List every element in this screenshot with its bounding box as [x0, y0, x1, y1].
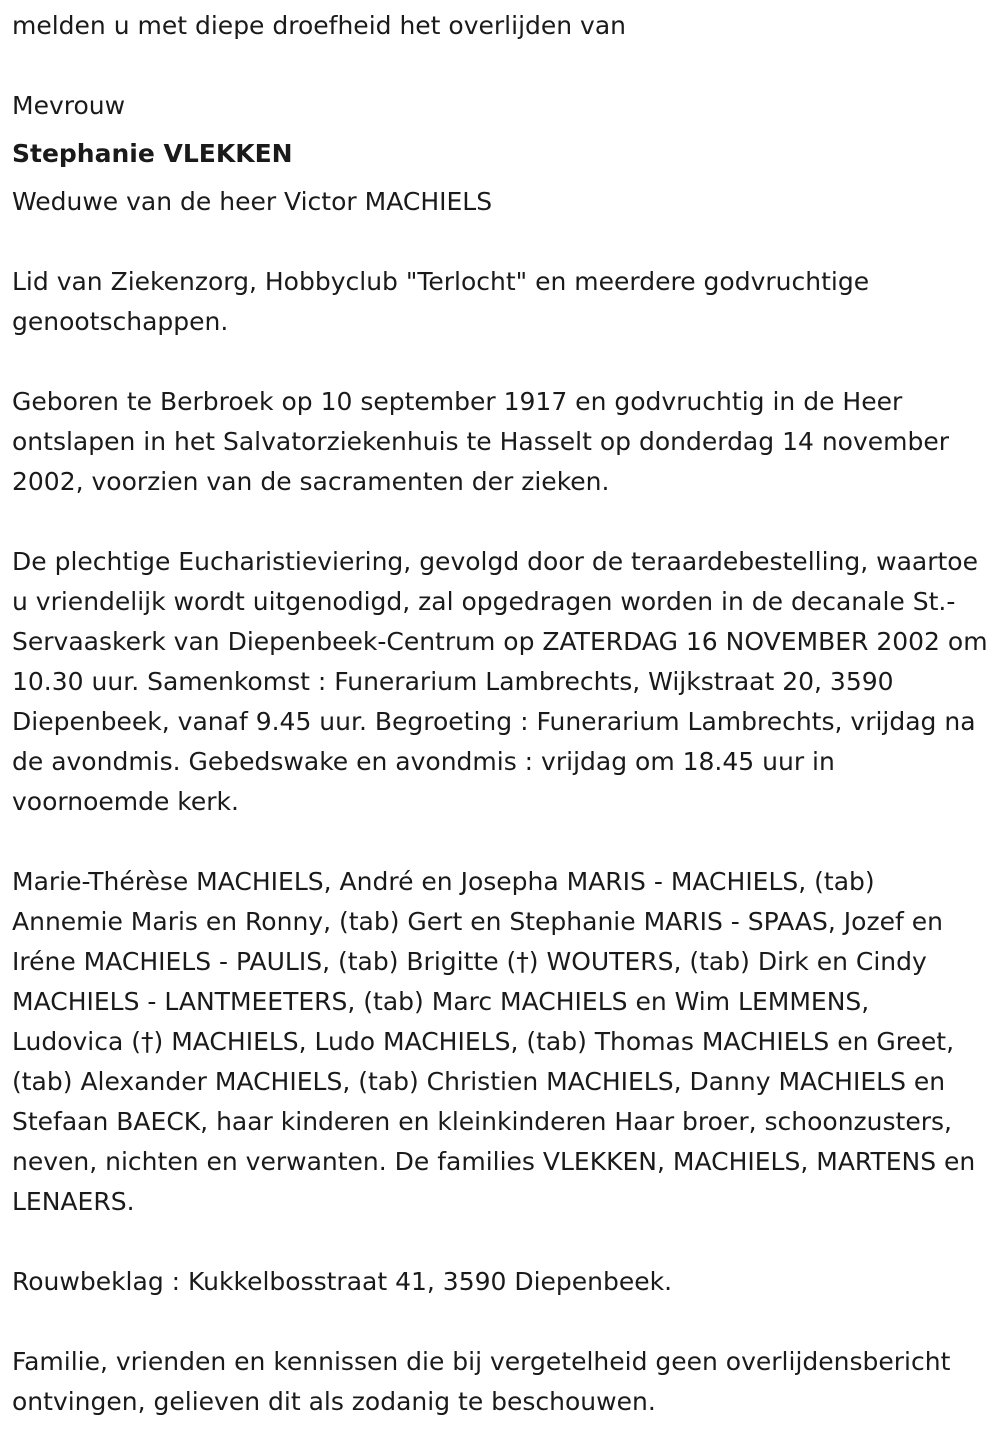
spacer	[12, 174, 988, 182]
relation-text: Weduwe van de heer Victor MACHIELS	[12, 187, 493, 216]
memberships-paragraph: Lid van Ziekenzorg, Hobbyclub "Terlocht" en meerdere godvruchtige genootschappen.	[12, 267, 870, 336]
spacer	[12, 1302, 988, 1342]
spacer	[12, 126, 988, 134]
closing-note: Familie, vrienden en kennissen die bij vergetelheid geen overlijdensbericht ontvingen, gelieven dit als zodanig te beschouwen.	[12, 1347, 951, 1416]
spacer	[12, 46, 988, 86]
spacer	[12, 342, 988, 382]
spacer	[12, 1222, 988, 1262]
spacer	[12, 822, 988, 862]
condolence-address: Rouwbeklag : Kukkelbosstraat 41, 3590 Diepenbeek.	[12, 1267, 673, 1296]
salutation: Mevrouw	[12, 91, 126, 120]
spacer	[12, 222, 988, 262]
family-paragraph: Marie-Thérèse MACHIELS, André en Josepha MARIS - MACHIELS, (tab) Annemie Maris en Ronny, (tab) Gert en Stephanie MARIS - SPAAS, Jozef en Iréne MACHIELS - PAULIS, (tab) Brigitte (†) WOUTERS, (tab) Dirk en Cindy MACHIELS - LANTMEETERS, (tab) Marc MACHIELS en Wim LEMMENS, Ludovica (†) MACHIELS, Ludo MACHIELS, (tab) Thomas MACHIELS en Greet, (tab) Alexander MACHIELS, (tab) Christien MACHIELS, Danny MACHIELS en Stefaan BAECK, haar kinderen en kleinkinderen Haar broer, schoonzusters, neven, nichten en verwanten. De families VLEKKEN, MACHIELS, MARTENS en LENAERS.	[12, 867, 976, 1216]
deceased-name: Stephanie VLEKKEN	[12, 139, 293, 168]
spacer	[12, 502, 988, 542]
intro-text: melden u met diepe droefheid het overlijden van	[12, 11, 627, 40]
birth-death-paragraph: Geboren te Berbroek op 10 september 1917 en godvruchtig in de Heer ontslapen in het Salvatorziekenhuis te Hasselt op donderdag 14 november 2002, voorzien van de sacramenten der zieken.	[12, 387, 950, 496]
service-paragraph: De plechtige Eucharistieviering, gevolgd door de teraardebestelling, waartoe u vriendelijk wordt uitgenodigd, zal opgedragen worden in de decanale St.-Servaaskerk van Diepenbeek-Centrum op ZATERDAG 16 NOVEMBER 2002 om 10.30 uur. Samenkomst : Funerarium Lambrechts, Wijkstraat 20, 3590 Diepenbeek, vanaf 9.45 uur. Begroeting : Funerarium Lambrechts, vrijdag na de avondmis. Gebedswake en avondmis : vrijdag om 18.45 uur in voornoemde kerk.	[12, 547, 988, 816]
